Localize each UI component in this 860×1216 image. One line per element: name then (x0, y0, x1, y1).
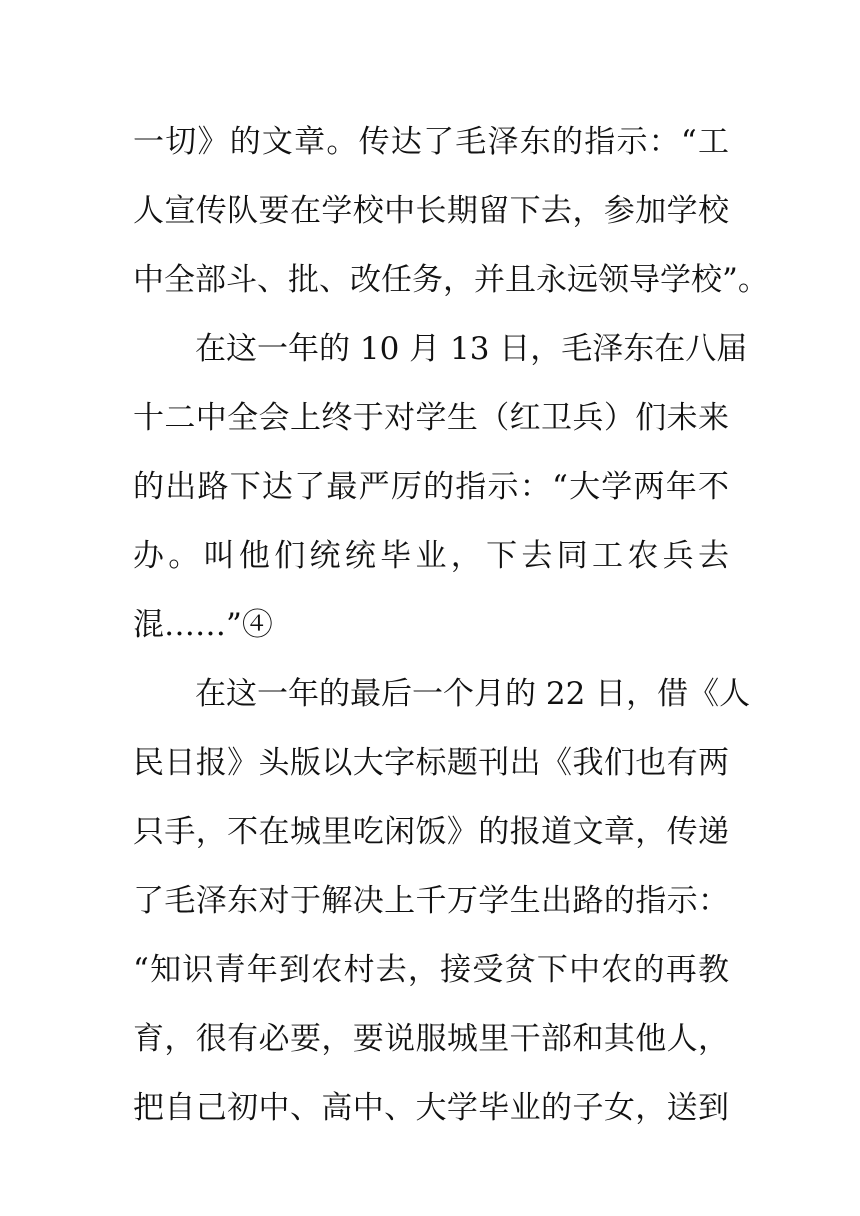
text-line: 民日报》头版以大字标题刊出《我们也有两 (133, 745, 729, 781)
text-line: 只手，不在城里吃闲饭》的报道文章，传递 (133, 814, 729, 850)
paragraph-first-line: 在这一年的最后一个月的 22 日，借《人 (195, 676, 751, 712)
text-line: 办。叫他们统统毕业，下去同工农兵去 (133, 538, 729, 574)
text-line-end: 混……”④ (133, 607, 273, 643)
text-line: 育，很有必要，要说服城里干部和其他人， (133, 1021, 729, 1057)
text-line: “知识青年到农村去，接受贫下中农的再教 (133, 952, 729, 988)
text-line: 中全部斗、批、改任务，并且永远领导学校”。 (133, 262, 769, 298)
text-line: 了毛泽东对于解决上千万学生出路的指示： (133, 883, 729, 919)
text-line: 把自己初中、高中、大学毕业的子女，送到 (133, 1090, 729, 1126)
text-line: 人宣传队要在学校中长期留下去，参加学校 (133, 193, 729, 229)
text-line: 一切》的文章。传达了毛泽东的指示：“工 (133, 124, 729, 160)
paragraph-first-line: 在这一年的 10 月 13 日，毛泽东在八届 (195, 331, 748, 367)
text-line: 的出路下达了最严厉的指示：“大学两年不 (133, 469, 729, 505)
text-line: 十二中全会上终于对学生（红卫兵）们未来 (133, 400, 729, 436)
